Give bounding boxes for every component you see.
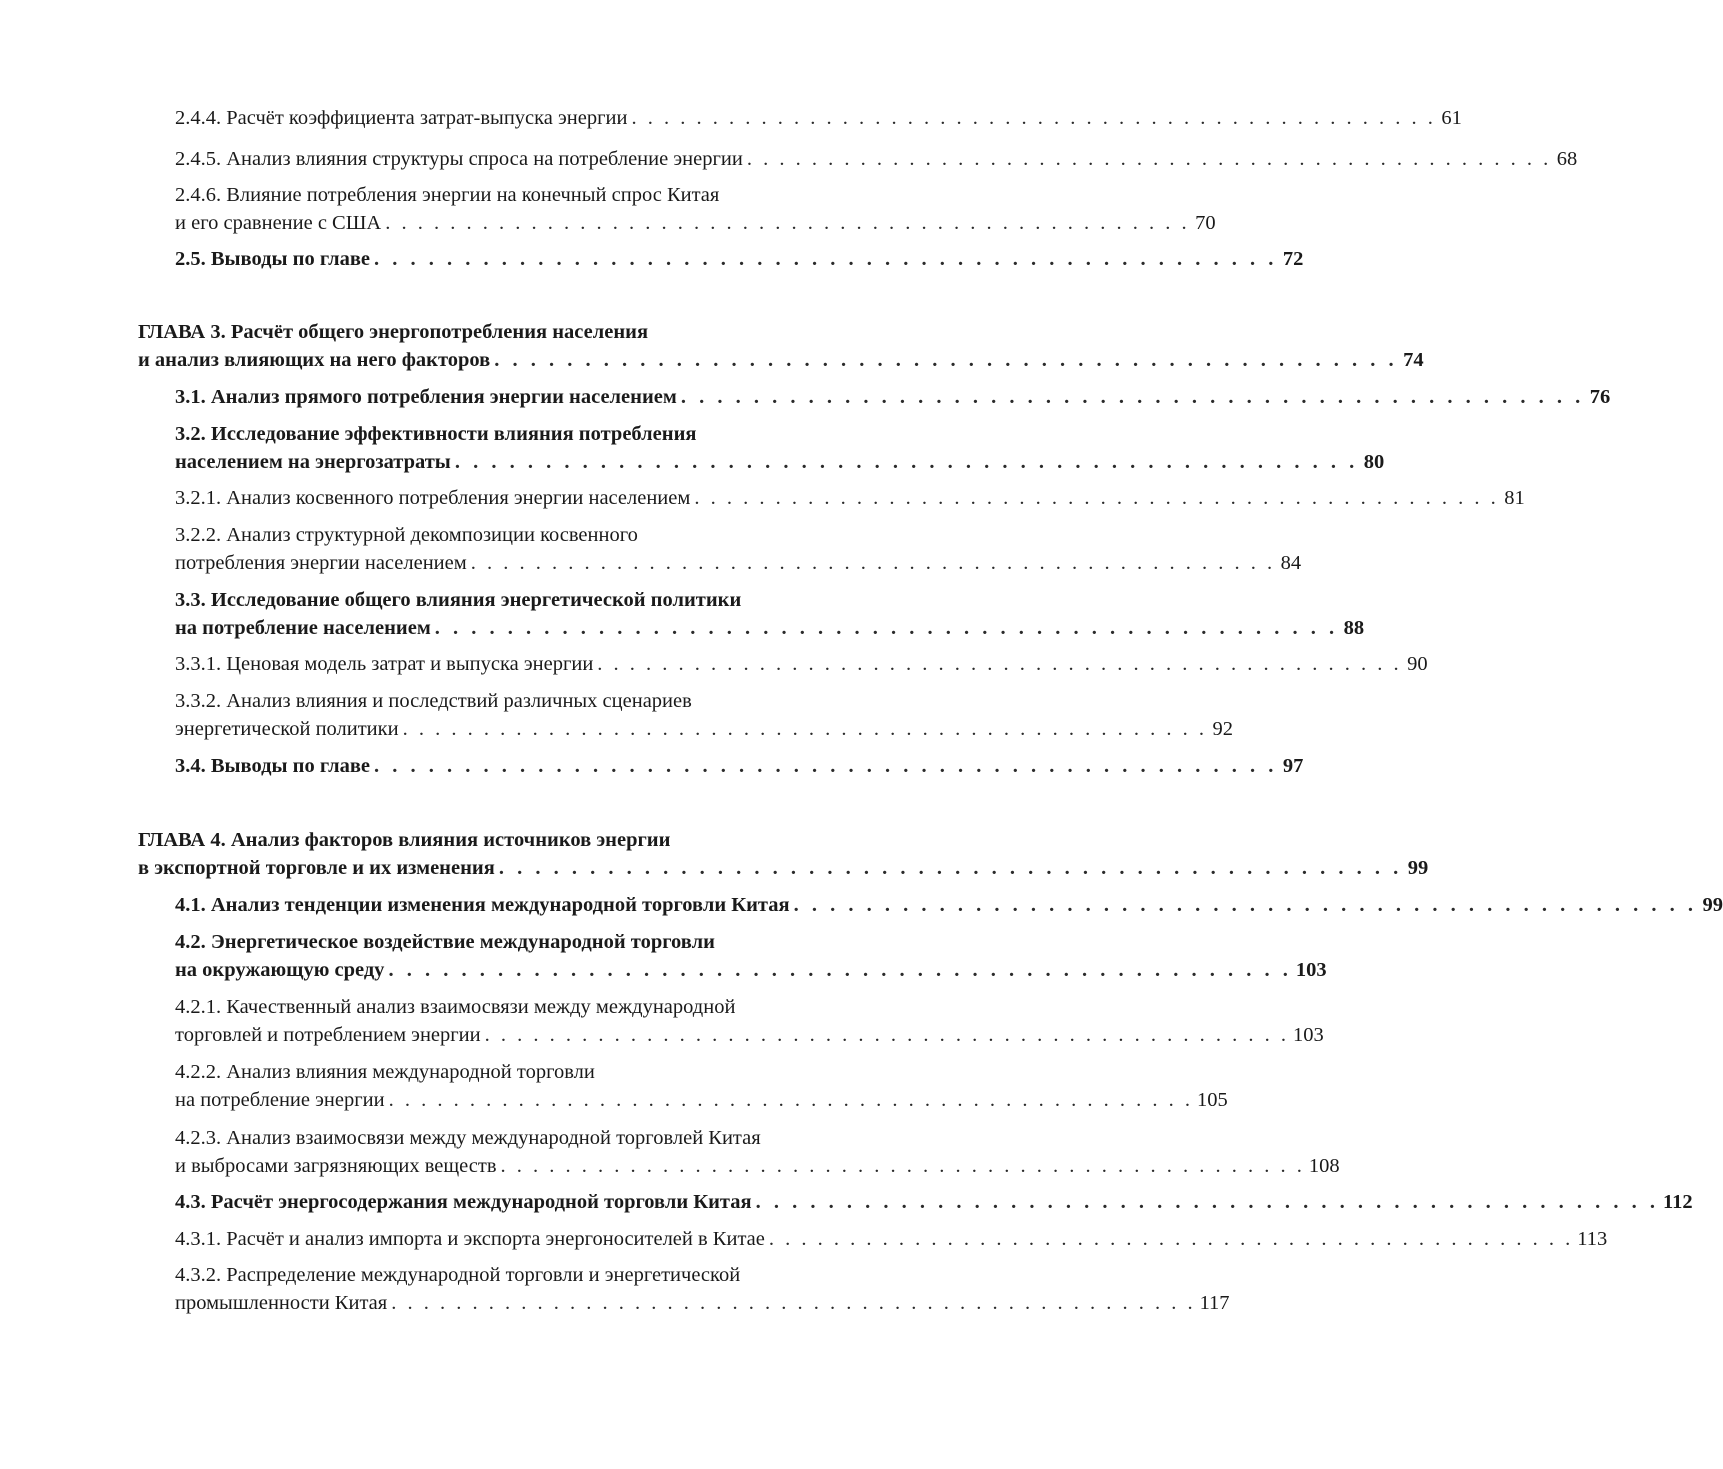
toc-entry-2-4-5: 2.4.5. Анализ влияния структуры спроса на потребление энергии . . . . . . . . . . . . . . . . . . . . . . . . . . . . . . . . . . . . . . . . . . . . . . . . . . 68 [175,145,933,173]
toc-entry-title: 2.4.5. Анализ влияния структуры спроса на потребление энергии [175,148,743,170]
toc-entry-page: 81 [1504,487,1525,509]
toc-entry-title: 4.3. Расчёт энергосодержания международной торговли Китая [175,1191,752,1213]
toc-entry-title-line: 4.2.2. Анализ влияния международной торговли [175,1061,595,1083]
toc-entry-3-2-1: 3.2.1. Анализ косвенного потребления энергии населением . . . . . . . . . . . . . . . . . . . . . . . . . . . . . . . . . . . . . . . . . . . . . . . . . . 81 [175,484,933,512]
toc-entry-4-2: 4.2. Энергетическое воздействие международной торговли на окружающую среду . . . . . . . . . . . . . . . . . . . . . . . . . . . . . . . . . . . . . . . . . . . . . . . . . . 103 [175,928,933,984]
toc-entry-4-3-1: 4.3.1. Расчёт и анализ импорта и экспорта энергоносителей в Китае . . . . . . . . . . . . . . . . . . . . . . . . . . . . . . . . . . . . . . . . . . . . . . . . . . 113 [175,1225,933,1253]
toc-entry-page: 72 [1282,248,1304,270]
toc-entry-title-line: ГЛАВА 4. Анализ факторов влияния источников энергии [138,829,671,851]
toc-entry-page: 99 [1407,857,1429,879]
toc-entry-title: потребления энергии населением [175,552,467,574]
toc-entry-title: 4.3.1. Расчёт и анализ импорта и экспорта энергоносителей в Китае [175,1228,765,1250]
toc-entry-page: 84 [1280,552,1302,574]
toc-entry-page: 74 [1403,349,1424,371]
toc-entry-page: 108 [1308,1155,1340,1177]
toc-entry-2-4-4: 2.4.4. Расчёт коэффициента затрат-выпуска энергии . . . . . . . . . . . . . . . . . . . . . . . . . . . . . . . . . . . . . . . . . . . . . . . . . . 61 [175,104,933,132]
toc-entry-title-line: 4.2.1. Качественный анализ взаимосвязи между международной [175,996,736,1018]
toc-entry-title: на потребление населением [175,617,431,639]
toc-entry-4-1: 4.1. Анализ тенденции изменения международной торговли Китая . . . . . . . . . . . . . . . . . . . . . . . . . . . . . . . . . . . . . . . . . . . . . . . . . . 99 [175,891,933,919]
toc-entry-page: 90 [1407,653,1428,675]
toc-entry-title: промышленности Китая [175,1292,388,1314]
toc-entry-page: 97 [1282,755,1304,777]
toc-entry-page: 88 [1343,617,1365,639]
toc-entry-4-2-3: 4.2.3. Анализ взаимосвязи между международной торговлей Китая и выбросами загрязняющих веществ . . . . . . . . . . . . . . . . . . . . . . . . . . . . . . . . . . . . . . . . . . . . . . . . . . 108 [175,1124,933,1180]
toc-entry-3-2: 3.2. Исследование эффективности влияния потребления населением на энергозатраты . . . . . . . . . . . . . . . . . . . . . . . . . . . . . . . . . . . . . . . . . . . . . . . . . . 80 [175,420,933,476]
toc-entry-page: 70 [1195,212,1216,234]
toc-entry-page: 61 [1441,107,1462,129]
toc-entry-title-line: 2.4.6. Влияние потребления энергии на конечный спрос Китая [175,184,720,206]
toc-entry-page: 99 [1702,894,1723,916]
toc-entry-4-2-2: 4.2.2. Анализ влияния международной торговли на потребление энергии . . . . . . . . . . . . . . . . . . . . . . . . . . . . . . . . . . . . . . . . . . . . . . . . . . 105 [175,1058,933,1114]
toc-entry-title: в экспортной торговле и их изменения [138,857,495,879]
toc-entry-title: 2.5. Выводы по главе [175,248,371,270]
toc-entry-title-line: 3.2. Исследование эффективности влияния потребления [175,423,697,445]
toc-entry-4-3: 4.3. Расчёт энергосодержания международной торговли Китая . . . . . . . . . . . . . . . . . . . . . . . . . . . . . . . . . . . . . . . . . . . . . . . . . . 112 [175,1188,933,1216]
toc-entry-title: 3.1. Анализ прямого потребления энергии населением [175,386,677,408]
toc-entry-title-line: 4.2.3. Анализ взаимосвязи между международной торговлей Китая [175,1127,761,1149]
toc-entry-title: торговлей и потреблением энергии [175,1024,481,1046]
toc-chapter-4: ГЛАВА 4. Анализ факторов влияния источников энергии в экспортной торговле и их изменения . . . . . . . . . . . . . . . . . . . . . . . . . . . . . . . . . . . . . . . . . . . . . . . . . . 99 [138,826,933,882]
toc-entry-title-line: 3.3.2. Анализ влияния и последствий различных сценариев [175,690,692,712]
toc-entry-page: 112 [1662,1191,1693,1213]
toc-entry-page: 68 [1556,148,1578,170]
toc-entry-title: 3.2.1. Анализ косвенного потребления энергии населением [175,487,691,509]
toc-entry-2-5: 2.5. Выводы по главе . . . . . . . . . . . . . . . . . . . . . . . . . . . . . . . . . . . . . . . . . . . . . . . . . . 72 [175,245,933,273]
toc-entry-page: 103 [1293,1024,1324,1046]
toc-entry-title-line: 4.3.2. Распределение международной торговли и энергетической [175,1264,741,1286]
toc-entry-page: 117 [1199,1292,1230,1314]
toc-entry-title: 2.4.4. Расчёт коэффициента затрат-выпуска энергии [175,107,628,129]
toc-entry-3-3-1: 3.3.1. Ценовая модель затрат и выпуска энергии . . . . . . . . . . . . . . . . . . . . . . . . . . . . . . . . . . . . . . . . . . . . . . . . . . 90 [175,650,933,678]
toc-entry-page: 103 [1295,959,1327,981]
toc-entry-title: населением на энергозатраты [175,451,451,473]
toc-entry-title-line: 3.2.2. Анализ структурной декомпозиции косвенного [175,524,638,546]
toc-entry-3-2-2: 3.2.2. Анализ структурной декомпозиции косвенного потребления энергии населением . . . . . . . . . . . . . . . . . . . . . . . . . . . . . . . . . . . . . . . . . . . . . . . . . . 84 [175,521,933,577]
toc-entry-title-line: 4.2. Энергетическое воздействие международной торговли [175,931,715,953]
toc-entry-title: 4.1. Анализ тенденции изменения международной торговли Китая [175,894,790,916]
toc-entry-title: на окружающую среду [175,959,385,981]
toc-entry-page: 105 [1196,1089,1228,1111]
toc-entry-4-2-1: 4.2.1. Качественный анализ взаимосвязи между международной торговлей и потреблением энергии . . . . . . . . . . . . . . . . . . . . . . . . . . . . . . . . . . . . . . . . . . . . . . . . . . 103 [175,993,933,1049]
toc-entry-3-3-2: 3.3.2. Анализ влияния и последствий различных сценариев энергетической политики . . . . . . . . . . . . . . . . . . . . . . . . . . . . . . . . . . . . . . . . . . . . . . . . . . 92 [175,687,933,743]
toc-entry-3-4: 3.4. Выводы по главе . . . . . . . . . . . . . . . . . . . . . . . . . . . . . . . . . . . . . . . . . . . . . . . . . . 97 [175,752,933,780]
toc-entry-title: 3.3.1. Ценовая модель затрат и выпуска энергии [175,653,594,675]
toc-chapter-3: ГЛАВА 3. Расчёт общего энергопотребления населения и анализ влияющих на него факторов . . . . . . . . . . . . . . . . . . . . . . . . . . . . . . . . . . . . . . . . . . . . . . . . . . 74 [138,318,933,374]
toc-entry-title-line: ГЛАВА 3. Расчёт общего энергопотребления населения [138,321,649,343]
toc-entry-title: и анализ влияющих на него факторов [138,349,491,371]
toc-entry-title: и выбросами загрязняющих веществ [175,1155,497,1177]
toc-entry-2-4-6: 2.4.6. Влияние потребления энергии на конечный спрос Китая и его сравнение с США . . . . . . . . . . . . . . . . . . . . . . . . . . . . . . . . . . . . . . . . . . . . . . . . . . 70 [175,181,933,237]
toc-entry-title: и его сравнение с США [175,212,382,234]
toc-entry-title: 3.4. Выводы по главе [175,755,371,777]
toc-entry-page: 92 [1212,718,1233,740]
toc-entry-page: 80 [1363,451,1385,473]
toc-entry-title-line: 3.3. Исследование общего влияния энергетической политики [175,589,742,611]
toc-entry-title: на потребление энергии [175,1089,385,1111]
toc-entry-3-3: 3.3. Исследование общего влияния энергетической политики на потребление населением . . . . . . . . . . . . . . . . . . . . . . . . . . . . . . . . . . . . . . . . . . . . . . . . . . 88 [175,586,933,642]
toc-entry-title: энергетической политики [175,718,399,740]
toc-entry-page: 113 [1577,1228,1608,1250]
toc-entry-3-1: 3.1. Анализ прямого потребления энергии населением . . . . . . . . . . . . . . . . . . . . . . . . . . . . . . . . . . . . . . . . . . . . . . . . . . 76 [175,383,933,411]
toc-entry-page: 76 [1589,386,1611,408]
toc-entry-4-3-2: 4.3.2. Распределение международной торговли и энергетической промышленности Китая . . . . . . . . . . . . . . . . . . . . . . . . . . . . . . . . . . . . . . . . . . . . . . . . . . 117 [175,1261,933,1317]
